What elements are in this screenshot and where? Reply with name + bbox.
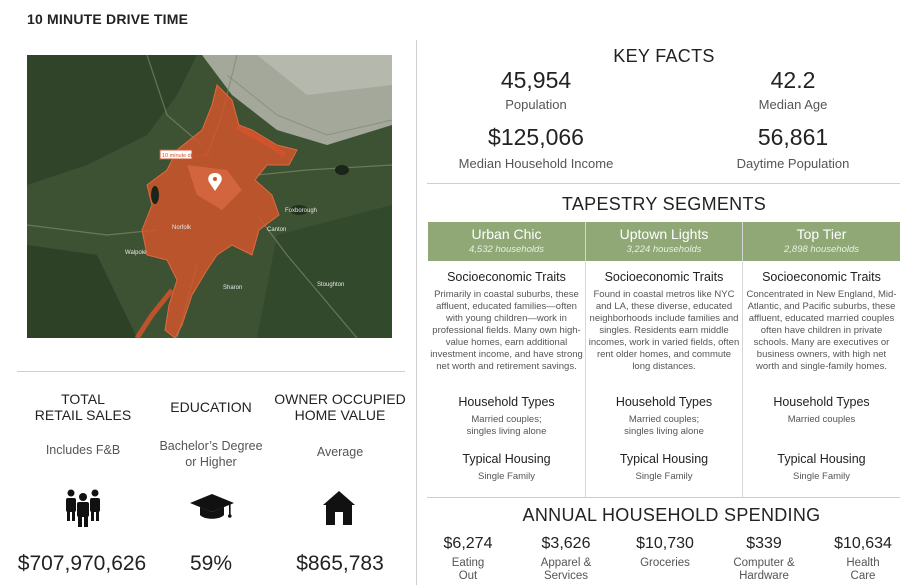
key-fact-value: 42.2 <box>770 67 816 93</box>
socioeconomic-heading: Socioeconomic Traits <box>604 270 724 284</box>
education-value: 59% <box>189 552 233 575</box>
key-fact-label: Population <box>505 97 567 112</box>
map-place-label: Norfolk <box>172 225 192 231</box>
home-value-value: $865,783 <box>296 552 384 575</box>
key-facts-divider <box>427 183 900 184</box>
segment-households: 2,898 households <box>783 244 859 255</box>
socioeconomic-heading: Socioeconomic Traits <box>447 270 566 284</box>
spending-groceries <box>620 535 710 570</box>
segment-header-urban-chic[interactable] <box>428 222 585 261</box>
segment-header-uptown-lights[interactable] <box>586 222 742 261</box>
key-facts-title: KEY FACTS <box>613 46 715 66</box>
map-place-label: Walpole <box>125 250 147 256</box>
segment-divider <box>742 222 743 498</box>
spending-title: ANNUAL HOUSEHOLD SPENDING <box>522 505 821 525</box>
key-fact-value: $125,066 <box>488 124 584 150</box>
stat-subtext: Includes F&B <box>45 443 121 457</box>
retail-sales-value: $707,970,626 <box>17 552 147 575</box>
segment-details-top-tier <box>745 270 898 483</box>
house-icon <box>322 490 356 526</box>
spending-value: $10,730 <box>636 535 694 552</box>
spending-label: Computer & Hardware <box>733 557 795 582</box>
key-fact-value: 56,861 <box>757 124 829 150</box>
tapestry-title: TAPESTRY SEGMENTS <box>561 194 767 214</box>
people-icon <box>63 487 103 527</box>
spending-label: Groceries <box>640 557 690 569</box>
spending-value: $10,634 <box>834 535 892 552</box>
stat-education <box>146 399 276 470</box>
typical-housing-heading: Typical Housing <box>619 452 709 466</box>
spending-value: $3,626 <box>541 535 591 552</box>
stat-heading: TOTAL RETAIL SALES <box>34 391 132 423</box>
segment-name: Urban Chic <box>471 226 542 242</box>
key-fact-value: 45,954 <box>500 67 572 93</box>
left-divider <box>17 371 405 372</box>
stat-subtext: Average <box>316 445 364 459</box>
segment-header-top-tier[interactable] <box>743 222 900 261</box>
tapestry-divider <box>427 497 900 498</box>
map-place-label: Sharon <box>223 285 243 291</box>
household-types-heading: Household Types <box>458 395 555 409</box>
key-fact-label: Median Household Income <box>458 156 614 171</box>
socioeconomic-text: Found in coastal metros like NYC and LA, these diverse, educated neighborhoods include families and singles. Residents earn middle incomes, work in varied fields, often rent older homes, and commute long distances. <box>588 289 740 372</box>
stat-heading: OWNER OCCUPIED HOME VALUE <box>274 391 406 423</box>
segment-households: 3,224 households <box>626 244 702 255</box>
map-place-label: Foxborough <box>285 208 318 214</box>
graduation-cap-icon <box>190 492 234 522</box>
spending-computer <box>719 535 809 583</box>
segment-name: Top Tier <box>796 226 847 242</box>
spending-label: Apparel & Services <box>540 557 592 582</box>
key-fact-label: Daytime Population <box>736 156 850 171</box>
map-drive-label: 10 minute drive time <box>162 153 212 159</box>
household-types-heading: Household Types <box>615 395 713 409</box>
key-fact-label: Median Age <box>758 97 828 112</box>
drive-time-map[interactable] <box>27 55 392 338</box>
typical-housing-text: Single Family <box>792 471 851 482</box>
stat-subtext: Bachelor’s Degree or Higher <box>159 439 263 469</box>
spending-health-care <box>818 535 908 583</box>
typical-housing-heading: Typical Housing <box>462 452 551 466</box>
typical-housing-heading: Typical Housing <box>777 452 866 466</box>
spending-label: Eating Out <box>451 557 485 582</box>
spending-value: $6,274 <box>443 535 493 552</box>
segment-households: 4,532 households <box>468 244 544 255</box>
segment-details-uptown-lights <box>588 270 740 483</box>
socioeconomic-heading: Socioeconomic Traits <box>762 270 881 284</box>
spending-label: Health Care <box>846 557 880 582</box>
household-types-text: Married couples; singles living alone <box>466 414 547 437</box>
stat-retail-sales <box>18 391 148 458</box>
household-types-text: Married couples <box>787 414 856 425</box>
typical-housing-text: Single Family <box>635 471 693 482</box>
segment-divider <box>585 222 586 498</box>
segment-details-urban-chic <box>430 270 583 483</box>
socioeconomic-text: Concentrated in New England, Mid-Atlantic, and Pacific suburbs, these affluent, educated married couples often have children in private schools. Many are executives or business owners, with high net worth and single-family homes. <box>746 289 897 372</box>
spending-value: $339 <box>746 535 782 552</box>
map-canvas <box>27 55 392 338</box>
spending-eating-out <box>423 535 513 583</box>
spending-apparel <box>521 535 611 583</box>
page-title: 10 MINUTE DRIVE TIME <box>27 11 189 27</box>
typical-housing-text: Single Family <box>477 471 536 482</box>
stat-heading: EDUCATION <box>170 399 252 415</box>
segment-name: Uptown Lights <box>619 226 709 242</box>
socioeconomic-text: Primarily in coastal suburbs, these affluent, educated families—often with young children—work in professional fields. Many own high-value homes, earn additional investment income, and have strong net worth and retirement savings. <box>430 289 583 372</box>
map-place-label: Stoughton <box>317 282 345 288</box>
household-types-heading: Household Types <box>773 395 870 409</box>
map-place-label: Canton <box>267 227 287 233</box>
household-types-text: Married couples; singles living alone <box>624 414 704 437</box>
stat-home-value <box>270 391 410 460</box>
column-divider <box>416 40 417 585</box>
